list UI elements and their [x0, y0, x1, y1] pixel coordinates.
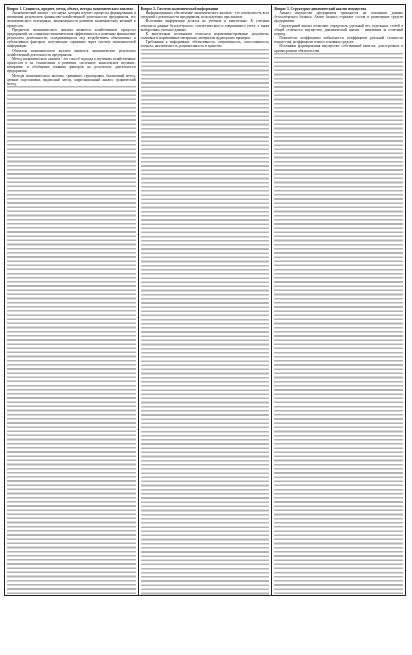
text-column-1 — [5, 5, 138, 595]
paragraph: Анализ имущества предприятия проводится на основании данных бухгалтерского баланса. Актив баланса отражает состав и размещение средств предприятия. — [274, 11, 404, 24]
text-column-3 — [271, 5, 405, 595]
dense-text-fill — [7, 86, 136, 595]
blank-margin — [0, 596, 412, 655]
section-heading: Вопрос 3. Структурно-динамический анализ имущества — [274, 7, 367, 11]
section-heading: Вопрос 2. Система экономической информации — [140, 7, 219, 11]
paragraph: Структурный анализ позволяет определить удельный вес отдельных статей в общей стоимости имущества, динамический анализ - изменения за отчетный период. — [274, 23, 404, 36]
paragraph: Методы экономического анализа: сравнение, группировка, балансовый метод, цепные подстановки, индексный метод, корреляционный анализ, графический метод. — [7, 73, 136, 86]
paragraph: Информационное обеспечение экономического анализа - это совокупность всех сведений о деятельности предприятия, используемых при анализе. — [140, 11, 270, 20]
dense-text-fill — [274, 53, 403, 595]
paragraph: Экономический анализ - это наука, которая изучает процессы формирования и изменения результатов финансово-хозяйственной деятельности предприятия, его экономического потенциала, закономерности развития экономических явлений и процессов. — [7, 11, 136, 28]
paragraph: Показатели: коэффициент мобильности, коэффициент реальной стоимости имущества, коэффициент износа основных средств. — [274, 36, 404, 45]
paragraph: Метод экономического анализа - это способ подхода к изучению хозяйственных процессов в их становлении и развитии, системное, комплексное изучение, измерение и обобщение влияния факторов на результаты деятельности предприятия. — [7, 56, 136, 74]
paragraph: Предметом экономического анализа являются хозяйственные процессы предприятий, их социально-экономическая эффективность и конечные финансовые результаты деятельности, складывающиеся под воздействием объективных и субъективных факторов, получающих отражение через систему экономической информации. — [7, 27, 136, 49]
text-column-2 — [138, 5, 272, 595]
paragraph: Источники информации делятся на учетные и внеучетные. К учетным относятся данные бухгалтерского, статистического и оперативного учета, а также выборочных учетных данных. — [140, 19, 270, 32]
paragraph: Требования к информации: объективность, оперативность, сопоставимость, полнота, аналитичность, рациональность и единство. — [140, 40, 270, 49]
section-heading: Вопрос 1. Сущность, предмет, метод, объект, методы экономического анализа — [7, 7, 133, 11]
paragraph: К внеучетным источникам относятся нормативно-правовые документы, плановые и нормативные материалы, материалы аудиторских проверок. — [140, 31, 270, 41]
paragraph: Источники формирования имущества: собственный капитал, долгосрочные и краткосрочные обязательства. — [274, 44, 404, 53]
document-page — [4, 4, 406, 596]
paragraph: Объектом экономического анализа являются экономические результаты хозяйственной деятельности предприятия. — [7, 48, 136, 57]
dense-text-fill — [141, 49, 270, 595]
